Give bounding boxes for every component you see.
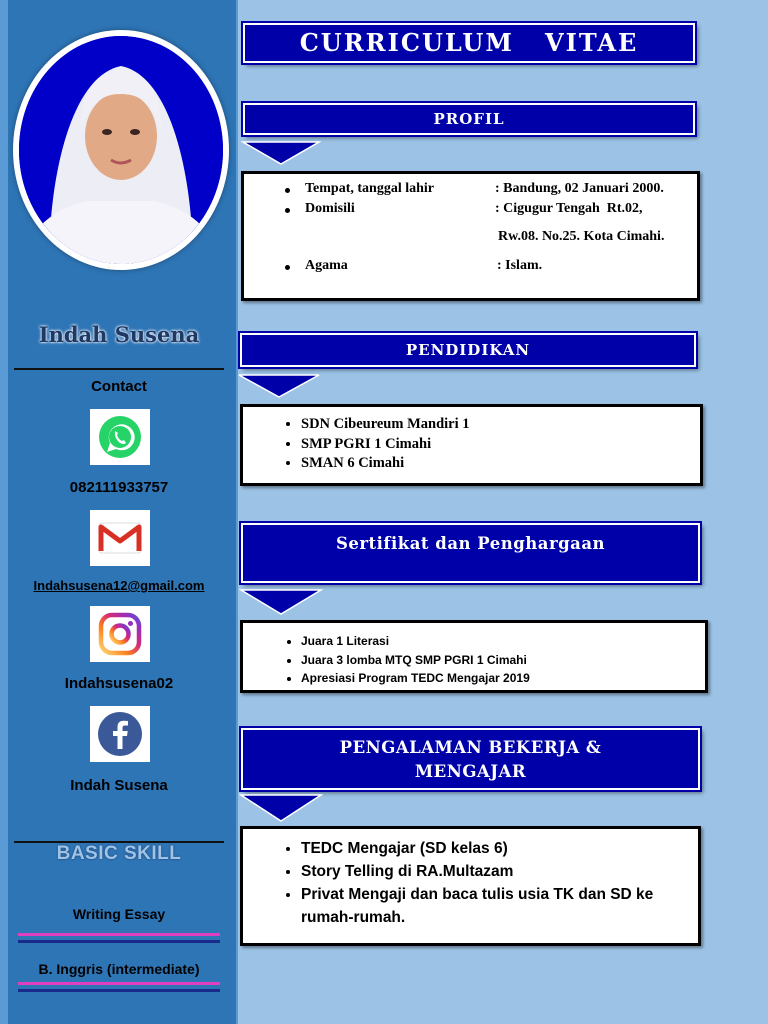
pengalaman-title-line: PENGALAMAN BEKERJA & xyxy=(339,738,602,757)
skill-bar xyxy=(18,933,220,936)
cv-title: CURRICULUM VITAE xyxy=(243,23,695,63)
list-item: • SMAN 6 Cimahi xyxy=(301,454,700,474)
pengalaman-heading xyxy=(241,728,700,790)
profil-box xyxy=(241,171,700,301)
facebook-name: Indah Susena xyxy=(70,777,168,794)
list-item: • Apresiasi Program TEDC Mengajar 2019 xyxy=(301,669,705,688)
profil-label: Tempat, tanggal lahir xyxy=(305,181,434,196)
list-item: • Juara 1 Literasi xyxy=(301,632,705,651)
phone-number: 082111933757 xyxy=(69,479,169,496)
list-item: • Juara 3 lomba MTQ SMP PGRI 1 Cimahi xyxy=(301,651,705,670)
profil-value: : Cigugur Tengah Rt.02, xyxy=(495,201,643,216)
sertifikat-heading: Sertifikat dan Penghargaan xyxy=(241,523,700,583)
skill-item: B. Inggris (intermediate) xyxy=(38,961,200,977)
whatsapp-icon xyxy=(90,409,150,465)
pengalaman-box xyxy=(240,826,701,946)
skill-item: Writing Essay xyxy=(72,906,166,922)
pengalaman-title-line: MENGAJAR xyxy=(414,762,527,781)
arrow-icon xyxy=(239,793,323,823)
profil-label: Agama xyxy=(305,258,348,273)
list-item: • SDN Cibeureum Mandiri 1 xyxy=(301,415,700,435)
sertifikat-box xyxy=(240,620,708,693)
list-item: • Story Telling di RA.Multazam xyxy=(301,860,668,883)
profil-heading: PROFIL xyxy=(243,103,695,135)
portrait-image xyxy=(19,36,223,264)
skill-bar xyxy=(18,989,220,992)
list-item: • Privat Mengaji dan baca tulis usia TK dan SD ke rumah-rumah. xyxy=(301,883,668,929)
profil-label: Domisili xyxy=(305,201,355,216)
contact-label: Contact xyxy=(91,378,147,395)
pendidikan-heading: PENDIDIKAN xyxy=(240,333,696,367)
profil-value-cont: Rw.08. No.25. Kota Cimahi. xyxy=(498,229,665,244)
arrow-icon xyxy=(237,373,321,399)
instagram-handle: Indahsusena02 xyxy=(64,675,174,692)
person-name: Indah Susena xyxy=(38,322,200,347)
skill-bar xyxy=(18,940,220,943)
profil-value: : Bandung, 02 Januari 2000. xyxy=(495,181,664,196)
arrow-icon xyxy=(239,588,323,616)
divider xyxy=(14,368,224,370)
facebook-icon xyxy=(90,706,150,762)
basic-skill-title: BASIC SKILL xyxy=(56,843,182,864)
list-item: • SMP PGRI 1 Cimahi xyxy=(301,435,700,455)
arrow-icon xyxy=(241,140,321,166)
gmail-icon xyxy=(90,510,150,566)
email-link[interactable]: Indahsusena12@gmail.com xyxy=(33,578,205,593)
instagram-icon xyxy=(90,606,150,662)
pendidikan-box xyxy=(240,404,703,486)
profil-value: : Islam. xyxy=(497,258,543,273)
profile-photo xyxy=(13,30,229,270)
skill-bar xyxy=(18,982,220,985)
list-item: • TEDC Mengajar (SD kelas 6) xyxy=(301,837,668,860)
